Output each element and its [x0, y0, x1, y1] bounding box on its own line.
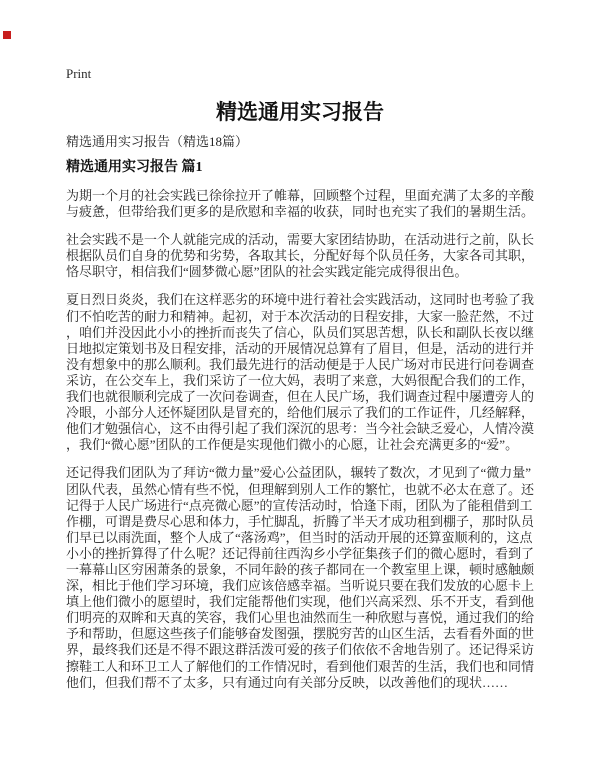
document-subtitle: 精选通用实习报告（精选18篇） — [66, 134, 249, 149]
paragraph-2: 社会实践不是一个人就能完成的活动，需要大家团结协助，在活动进行之前，队长根据队员们自身的优势和劣势，各取其长，分配好每个队员任务，大家各司其职，恪尽职守，相信我们“圆梦微心愿”团队的社会实践定能完成得很出色。 — [66, 232, 535, 280]
paragraph-3: 夏日烈日炎炎，我们在这样恶劣的环境中进行着社会实践活动，这同时也考验了我们不怕吃苦的耐力和精神。起初，对于本次活动的日程安排，大家一脸茫然，不过，咱们并没因此小小的挫折而丧失了信心，队员们冥思苦想，队长和副队长夜以继日地拟定策划书及日程安排，活动的开展情况总算有了眉目，但是，活动的进行并没有想象中的那么顺利。我们最先进行的活动便是于人民广场对市民进行问卷调查采访，在公交车上，我们采访了一位大妈，表明了来意，大妈很配合我们的工作，我们也就很顺利完成了一次问卷调查，但在人民广场，我们调查过程中屡遭旁人的冷眼，小部分人还怀疑团队是冒充的，给他们展示了我们的工作证件，几经解释，他们才勉强信心，这不由得引起了我们深沉的思考：当今社会缺乏爱心，人情冷漠，我们“微心愿”团队的工作便是实现他们微小的心愿，让社会充满更多的“爱”。 — [66, 292, 535, 453]
paragraph-4: 还记得我们团队为了拜访“微力量”爱心公益团队，辗转了数次，才见到了“微力量”团队代表，虽然心情有些不悦，但理解到别人工作的繁忙，也就不必太在意了。还记得于人民广场进行“点亮微心愿”的宣传活动时，恰逢下雨，团队为了能租借到工作棚，可谓是费尽心思和体力，手忙脚乱，折腾了半天才成功租到棚子，那时队员们早已以雨洗面，整个人成了“落汤鸡”，但当时的活动开展的还算蛮顺利的，这点小小的挫折算得了什么呢？还记得前往西沟乡小学征集孩子们的微心愿时，看到了一幕幕山区穷困萧条的景象，不同年龄的孩子都同在一个教室里上课，顿时感触颇深，相比于他们学习环境，我们应该倍感幸福。当听说只要在我们发放的心愿卡上填上他们微小的愿望时，我们定能帮他们实现，他们兴高采烈、乐不开支，看到他们明亮的双眸和天真的笑容，我们心里也油然而生一种欣慰与喜悦，通过我们的给予和帮助，但愿这些孩子们能够奋发图强，摆脱穷苦的山区生活，去看看外面的世界，最终我们还是不得不跟这群活泼可爱的孩子们依依不舍地告别了。还记得采访擦鞋工人和环卫工人了解他们的工作情况时，看到他们艰苦的生活，我们也和同情他们，但我们帮不了太多，只有通过向有关部分反映，以改善他们的现状…… — [66, 465, 535, 690]
red-marker-icon — [3, 31, 11, 39]
print-button[interactable]: Print — [66, 66, 92, 81]
section-heading: 精选通用实习报告 篇1 — [66, 160, 203, 175]
paragraph-1: 为期一个月的社会实践已徐徐拉开了帷幕，回顾整个过程，里面充满了太多的辛酸与疲惫，但带给我们更多的是欣慰和幸福的收获，同时也充实了我们的暑期生活。 — [66, 188, 535, 220]
document-title: 精选通用实习报告 — [216, 100, 384, 124]
